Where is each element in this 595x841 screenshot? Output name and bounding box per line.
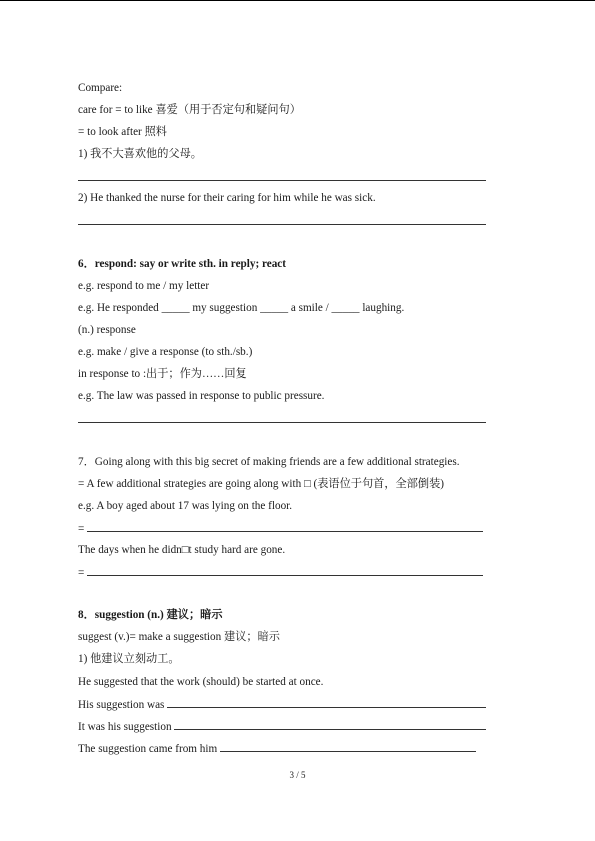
section-6-line: e.g. respond to me / my letter xyxy=(78,280,210,292)
section-7-answer xyxy=(78,521,483,536)
page-number: 3 / 5 xyxy=(289,770,306,780)
answer-blank[interactable] xyxy=(87,521,483,532)
answer-prompt: The suggestion came from him xyxy=(78,743,220,755)
section-6-line: e.g. He responded _____ my suggestion _____ a smile / _____ laughing. xyxy=(78,302,405,314)
section-8-answer xyxy=(78,719,486,734)
answer-line xyxy=(78,180,486,181)
section-8-line: 1) 他建议立刻动工。 xyxy=(78,653,180,665)
section-6-line: e.g. make / give a response (to sth./sb.) xyxy=(78,346,253,358)
answer-blank[interactable] xyxy=(220,741,476,752)
compare-question-2: 2) He thanked the nurse for their caring for him while he was sick. xyxy=(78,192,376,204)
section-8-answer xyxy=(78,741,476,756)
section-8-heading: 8．suggestion (n.) 建议；暗示 xyxy=(78,609,223,621)
section-7-answer xyxy=(78,565,483,580)
answer-blank[interactable] xyxy=(167,697,486,708)
answer-blank[interactable] xyxy=(174,719,486,730)
compare-question-1: 1) 我不大喜欢他的父母。 xyxy=(78,148,202,160)
compare-line-1: care for = to like 喜爱（用于否定句和疑问句） xyxy=(78,104,301,116)
answer-prompt: His suggestion was xyxy=(78,699,168,711)
section-8-line: suggest (v.)= make a suggestion 建议；暗示 xyxy=(78,631,280,643)
equals-sign: = xyxy=(78,523,88,535)
section-7-line: The days when he didn□t study hard are gone. xyxy=(78,544,286,556)
section-8-answer xyxy=(78,697,486,712)
compare-line-2: = to look after 照料 xyxy=(78,126,167,138)
section-7-line: = A few additional strategies are going along with □ (表语位于句首，全部倒装) xyxy=(78,478,445,490)
section-7-line: e.g. A boy aged about 17 was lying on the floor. xyxy=(78,500,293,512)
answer-line xyxy=(78,224,486,225)
answer-blank[interactable] xyxy=(87,565,483,576)
section-8-line: He suggested that the work (should) be started at once. xyxy=(78,676,324,688)
answer-line xyxy=(78,422,486,423)
answer-prompt: It was his suggestion xyxy=(78,721,175,733)
compare-title: Compare: xyxy=(78,82,123,94)
section-6-line: in response to :出于；作为……回复 xyxy=(78,368,247,380)
section-6-line: (n.) response xyxy=(78,324,136,336)
equals-sign: = xyxy=(78,567,88,579)
section-6-heading: 6．respond: say or write sth. in reply; react xyxy=(78,258,286,270)
section-6-line: e.g. The law was passed in response to public pressure. xyxy=(78,390,325,402)
section-7-heading: 7．Going along with this big secret of making friends are a few additional strategies. xyxy=(78,456,460,468)
top-border xyxy=(0,0,595,1)
